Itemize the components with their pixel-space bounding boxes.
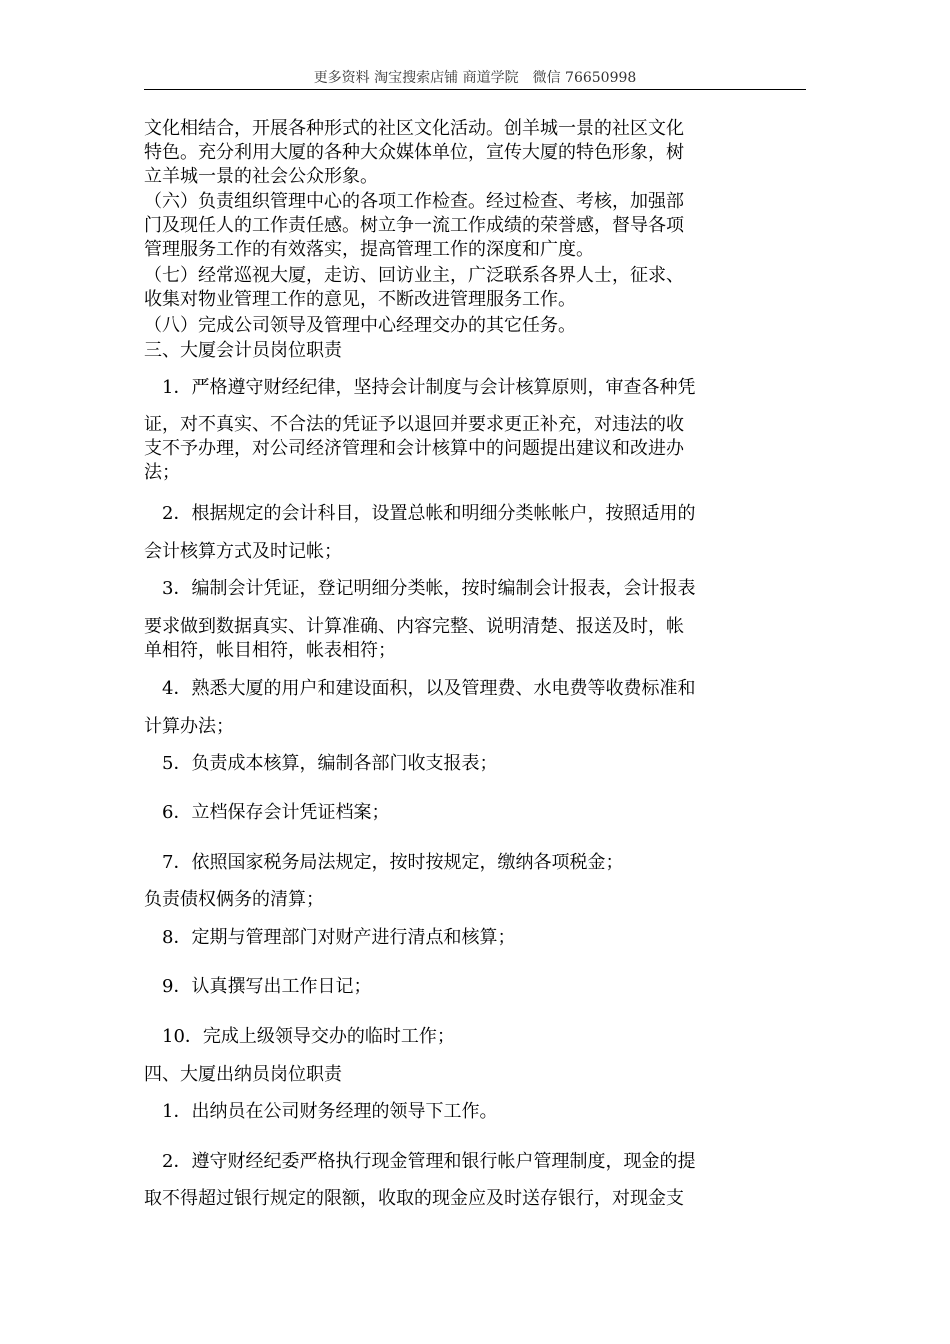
text-line: 10．完成上级领导交办的临时工作； [144, 1026, 455, 1047]
accountant-item-2-cont [144, 540, 806, 564]
text-line: 取不得超过银行规定的限额，收取的现金应及时送存银行，对现金支 [144, 1188, 684, 1209]
text-line: （八）完成公司领导及管理中心经理交办的其它任务。 [144, 315, 576, 336]
accountant-item-7 [144, 851, 806, 875]
cashier-item-1 [144, 1100, 806, 1124]
text-line: 证，对不真实、不合法的凭证予以退回并要求更正补充，对违法的收 [144, 414, 684, 435]
section-heading-accountant [144, 339, 806, 363]
text-line: 门及现任人的工作责任感。树立争一流工作成绩的荣誉感，督导各项 [144, 215, 684, 236]
accountant-item-6 [144, 801, 806, 825]
section-heading: 三、大厦会计员岗位职责 [144, 340, 342, 361]
section-heading: 四、大厦出纳员岗位职责 [144, 1064, 342, 1085]
accountant-item-3-cont [144, 615, 806, 663]
cashier-item-2-cont [144, 1187, 806, 1211]
text-line: 6．立档保存会计凭证档案； [144, 802, 390, 823]
text-line: 会计核算方式及时记帐； [144, 541, 342, 562]
text-line: 负责债权俩务的清算； [144, 889, 324, 910]
paragraph-community-culture [144, 117, 806, 189]
paragraph-item-7 [144, 264, 806, 312]
text-line: 支不予办理，对公司经济管理和会计核算中的问题提出建议和改进办 [144, 438, 684, 459]
accountant-item-3 [144, 577, 806, 601]
header-rule [144, 89, 806, 90]
text-line: （六）负责组织管理中心的各项工作检查。经过检查、考核，加强部 [144, 191, 684, 212]
text-line: 2．遵守财经纪委严格执行现金管理和银行帐户管理制度，现金的提 [144, 1151, 696, 1172]
text-line: 管理服务工作的有效落实，提高管理工作的深度和广度。 [144, 239, 594, 260]
accountant-item-7-cont [144, 888, 806, 912]
accountant-item-10 [144, 1025, 806, 1049]
accountant-item-9 [144, 975, 806, 999]
text-line: 收集对物业管理工作的意见，不断改进管理服务工作。 [144, 289, 576, 310]
accountant-item-5 [144, 752, 806, 776]
page-header: 更多资料 淘宝搜索店铺 商道学院 微信 76650998 [313, 70, 637, 86]
paragraph-item-6 [144, 190, 806, 262]
accountant-item-1 [144, 376, 806, 400]
accountant-item-8 [144, 926, 806, 950]
text-line: 1．严格遵守财经纪律，坚持会计制度与会计核算原则，审查各种凭 [144, 377, 696, 398]
text-line: 要求做到数据真实、计算准确、内容完整、说明清楚、报送及时，帐 [144, 616, 684, 637]
text-line: 3．编制会计凭证，登记明细分类帐，按时编制会计报表，会计报表 [144, 578, 696, 599]
text-line: （七）经常巡视大厦，走访、回访业主，广泛联系各界人士，征求、 [144, 265, 684, 286]
text-line: 8．定期与管理部门对财产进行清点和核算； [144, 927, 516, 948]
cashier-item-2 [144, 1150, 806, 1174]
text-line: 4．熟悉大厦的用户和建设面积，以及管理费、水电费等收费标准和 [144, 678, 696, 699]
text-line: 特色。充分利用大厦的各种大众媒体单位，宣传大厦的特色形象，树 [144, 142, 684, 163]
text-line: 法； [144, 462, 180, 483]
accountant-item-2 [144, 502, 806, 526]
accountant-item-4-cont [144, 715, 806, 739]
text-line: 7．依照国家税务局法规定，按时按规定，缴纳各项税金； [144, 852, 624, 873]
text-line: 单相符，帐目相符，帐表相符； [144, 640, 396, 661]
accountant-item-1-cont [144, 413, 806, 485]
text-line: 立羊城一景的社会公众形象。 [144, 166, 378, 187]
text-line: 2．根据规定的会计科目，设置总帐和明细分类帐帐户，按照适用的 [144, 503, 696, 524]
text-line: 5．负责成本核算，编制各部门收支报表； [144, 753, 498, 774]
paragraph-item-8 [144, 314, 806, 338]
accountant-item-4 [144, 677, 806, 701]
text-line: 文化相结合，开展各种形式的社区文化活动。创羊城一景的社区文化 [144, 118, 684, 139]
text-line: 9．认真撰写出工作日记； [144, 976, 372, 997]
text-line: 计算办法； [144, 716, 234, 737]
text-line: 1．出纳员在公司财务经理的领导下工作。 [144, 1101, 498, 1122]
section-heading-cashier [144, 1063, 806, 1087]
